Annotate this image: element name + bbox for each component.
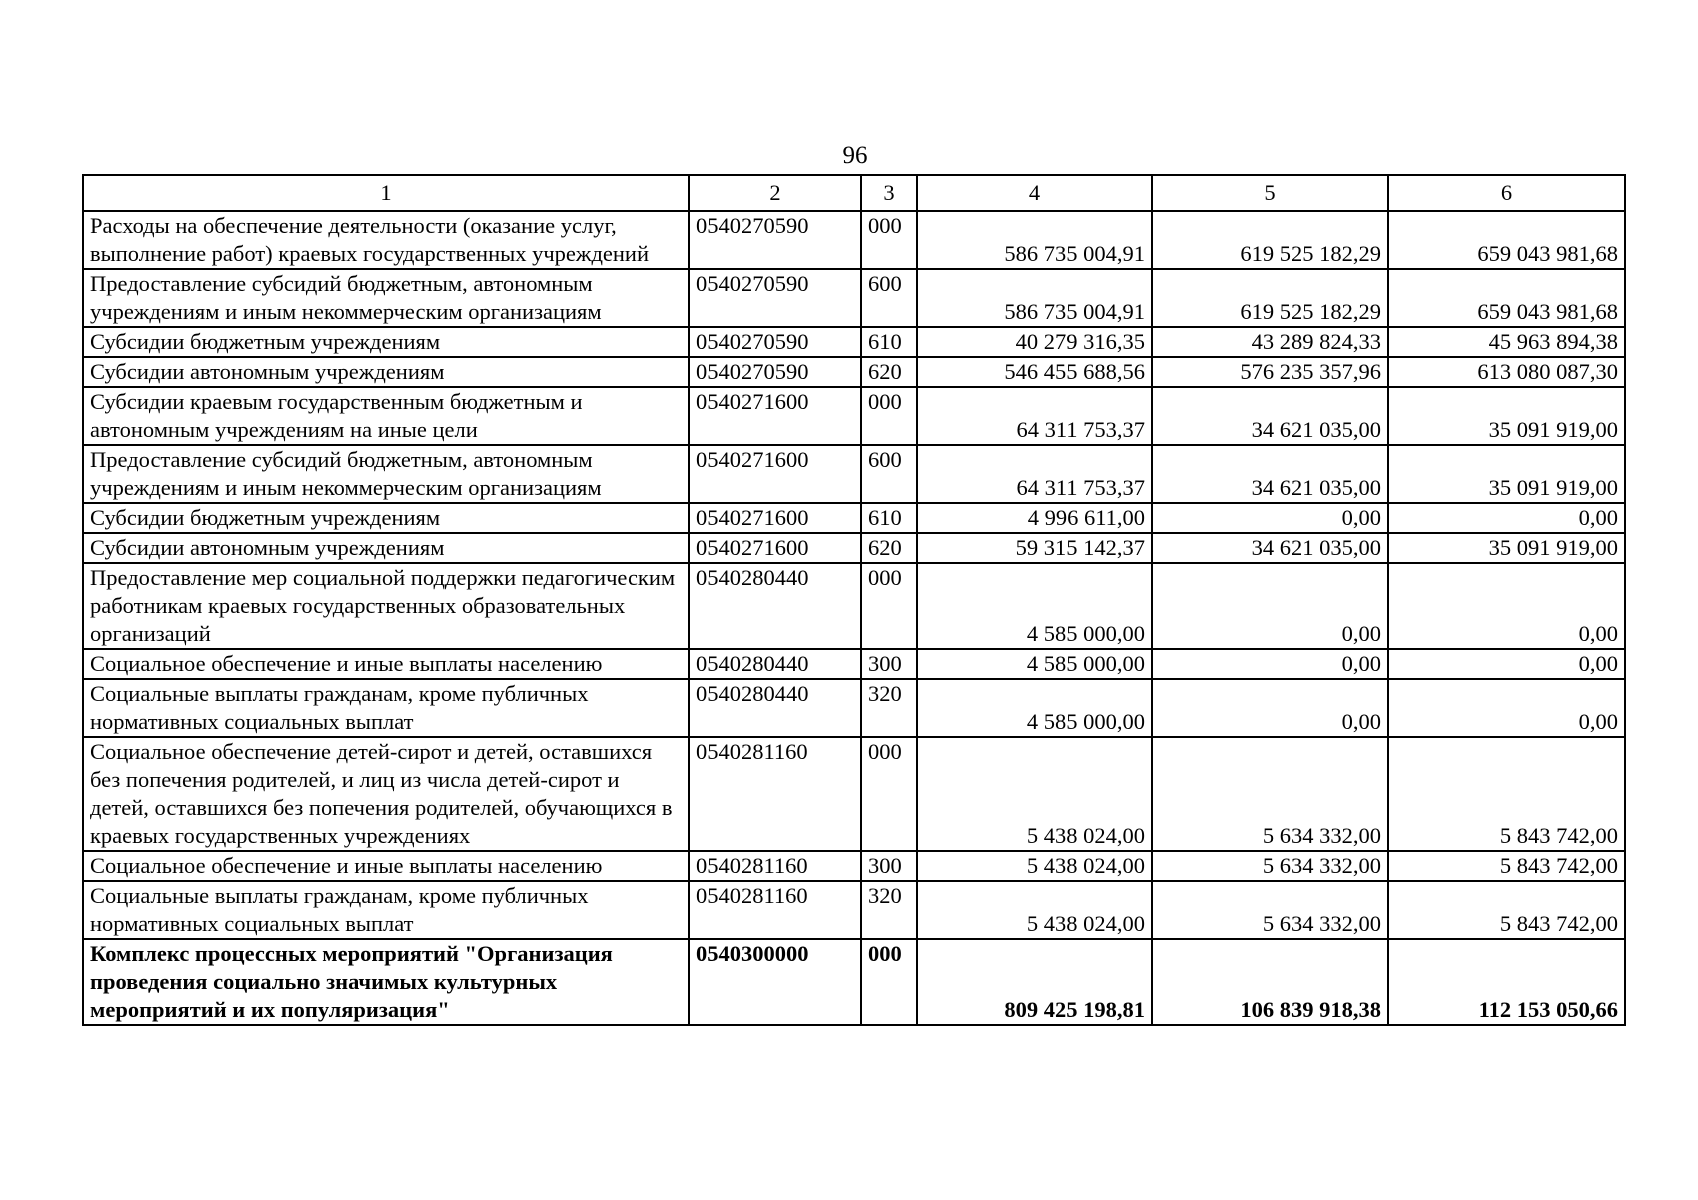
row-value-col5: 43 289 824,33 — [1152, 327, 1388, 357]
row-code: 0540270590 — [689, 269, 861, 327]
row-value-col6: 35 091 919,00 — [1388, 387, 1625, 445]
table-row — [83, 269, 1625, 327]
row-value-col6: 112 153 050,66 — [1388, 939, 1625, 1025]
row-expense-type: 320 — [861, 679, 917, 737]
table-row — [83, 533, 1625, 563]
row-value-col4: 64 311 753,37 — [917, 445, 1152, 503]
row-code: 0540270590 — [689, 211, 861, 269]
table-row — [83, 939, 1625, 1025]
row-value-col4: 4 585 000,00 — [917, 563, 1152, 649]
row-name: Предоставление субсидий бюджетным, автономным учреждениям и иным некоммерческим организациям — [83, 445, 689, 503]
row-expense-type: 000 — [861, 939, 917, 1025]
header-col-2: 2 — [689, 175, 861, 211]
row-value-col4: 4 585 000,00 — [917, 649, 1152, 679]
row-value-col4: 5 438 024,00 — [917, 737, 1152, 851]
row-value-col5: 34 621 035,00 — [1152, 533, 1388, 563]
header-col-6: 6 — [1388, 175, 1625, 211]
header-col-1: 1 — [83, 175, 689, 211]
row-name: Социальное обеспечение детей-сирот и детей, оставшихся без попечения родителей, и лиц из числа детей-сирот и детей, оставшихся без попечения родителей, обучающихся в краевых государственных учреждениях — [83, 737, 689, 851]
row-value-col4: 59 315 142,37 — [917, 533, 1152, 563]
table-row — [83, 851, 1625, 881]
table-row — [83, 357, 1625, 387]
row-code: 0540300000 — [689, 939, 861, 1025]
row-value-col5: 5 634 332,00 — [1152, 851, 1388, 881]
row-name: Предоставление мер социальной поддержки педагогическим работникам краевых государственных образовательных организаций — [83, 563, 689, 649]
row-name: Комплекс процессных мероприятий "Организация проведения социально значимых культурных мероприятий и их популяризация" — [83, 939, 689, 1025]
row-name: Субсидии краевым государственным бюджетным и автономным учреждениям на иные цели — [83, 387, 689, 445]
row-expense-type: 320 — [861, 881, 917, 939]
row-code: 0540270590 — [689, 327, 861, 357]
row-name: Социальное обеспечение и иные выплаты населению — [83, 851, 689, 881]
row-value-col5: 0,00 — [1152, 503, 1388, 533]
table-row — [83, 881, 1625, 939]
row-expense-type: 000 — [861, 211, 917, 269]
row-code: 0540280440 — [689, 679, 861, 737]
row-expense-type: 000 — [861, 563, 917, 649]
row-name: Субсидии автономным учреждениям — [83, 533, 689, 563]
row-expense-type: 620 — [861, 357, 917, 387]
row-expense-type: 300 — [861, 851, 917, 881]
row-value-col6: 35 091 919,00 — [1388, 445, 1625, 503]
table-row — [83, 563, 1625, 649]
header-col-4: 4 — [917, 175, 1152, 211]
row-value-col5: 5 634 332,00 — [1152, 881, 1388, 939]
row-name: Социальное обеспечение и иные выплаты населению — [83, 649, 689, 679]
row-value-col4: 5 438 024,00 — [917, 851, 1152, 881]
row-value-col5: 34 621 035,00 — [1152, 445, 1388, 503]
row-value-col4: 586 735 004,91 — [917, 269, 1152, 327]
page-number: 96 — [842, 142, 868, 169]
row-value-col6: 0,00 — [1388, 563, 1625, 649]
row-expense-type: 610 — [861, 503, 917, 533]
row-value-col6: 5 843 742,00 — [1388, 851, 1625, 881]
row-value-col5: 106 839 918,38 — [1152, 939, 1388, 1025]
row-value-col6: 0,00 — [1388, 679, 1625, 737]
row-code: 0540281160 — [689, 737, 861, 851]
row-value-col4: 64 311 753,37 — [917, 387, 1152, 445]
table-row — [83, 445, 1625, 503]
row-name: Субсидии автономным учреждениям — [83, 357, 689, 387]
row-value-col6: 5 843 742,00 — [1388, 737, 1625, 851]
row-value-col4: 5 438 024,00 — [917, 881, 1152, 939]
row-value-col6: 0,00 — [1388, 649, 1625, 679]
row-expense-type: 610 — [861, 327, 917, 357]
row-value-col4: 586 735 004,91 — [917, 211, 1152, 269]
table-row — [83, 211, 1625, 269]
row-value-col5: 0,00 — [1152, 563, 1388, 649]
row-name: Социальные выплаты гражданам, кроме публичных нормативных социальных выплат — [83, 679, 689, 737]
row-value-col4: 4 996 611,00 — [917, 503, 1152, 533]
header-col-3: 3 — [861, 175, 917, 211]
budget-table — [82, 174, 1626, 1026]
row-code: 0540280440 — [689, 563, 861, 649]
row-code: 0540281160 — [689, 881, 861, 939]
row-value-col5: 0,00 — [1152, 679, 1388, 737]
table-row — [83, 679, 1625, 737]
row-expense-type: 000 — [861, 387, 917, 445]
row-value-col6: 659 043 981,68 — [1388, 269, 1625, 327]
row-value-col6: 613 080 087,30 — [1388, 357, 1625, 387]
row-value-col6: 35 091 919,00 — [1388, 533, 1625, 563]
row-name: Субсидии бюджетным учреждениям — [83, 327, 689, 357]
row-name: Расходы на обеспечение деятельности (оказание услуг, выполнение работ) краевых государственных учреждений — [83, 211, 689, 269]
row-value-col6: 659 043 981,68 — [1388, 211, 1625, 269]
table-header — [83, 175, 1625, 211]
row-value-col4: 809 425 198,81 — [917, 939, 1152, 1025]
row-value-col5: 0,00 — [1152, 649, 1388, 679]
row-value-col5: 619 525 182,29 — [1152, 269, 1388, 327]
row-code: 0540271600 — [689, 503, 861, 533]
row-expense-type: 600 — [861, 269, 917, 327]
table-row — [83, 649, 1625, 679]
row-value-col4: 546 455 688,56 — [917, 357, 1152, 387]
row-code: 0540281160 — [689, 851, 861, 881]
row-value-col5: 5 634 332,00 — [1152, 737, 1388, 851]
row-value-col5: 34 621 035,00 — [1152, 387, 1388, 445]
row-name: Предоставление субсидий бюджетным, автономным учреждениям и иным некоммерческим организациям — [83, 269, 689, 327]
row-expense-type: 620 — [861, 533, 917, 563]
table-row — [83, 737, 1625, 851]
row-code: 0540271600 — [689, 533, 861, 563]
row-value-col4: 4 585 000,00 — [917, 679, 1152, 737]
row-value-col5: 619 525 182,29 — [1152, 211, 1388, 269]
header-col-5: 5 — [1152, 175, 1388, 211]
row-value-col6: 5 843 742,00 — [1388, 881, 1625, 939]
row-value-col6: 45 963 894,38 — [1388, 327, 1625, 357]
row-value-col6: 0,00 — [1388, 503, 1625, 533]
row-value-col5: 576 235 357,96 — [1152, 357, 1388, 387]
table-row — [83, 503, 1625, 533]
header-row — [83, 175, 1625, 211]
row-value-col4: 40 279 316,35 — [917, 327, 1152, 357]
table-row — [83, 387, 1625, 445]
row-name: Социальные выплаты гражданам, кроме публичных нормативных социальных выплат — [83, 881, 689, 939]
row-expense-type: 000 — [861, 737, 917, 851]
row-code: 0540280440 — [689, 649, 861, 679]
row-code: 0540270590 — [689, 357, 861, 387]
row-code: 0540271600 — [689, 387, 861, 445]
row-expense-type: 300 — [861, 649, 917, 679]
row-code: 0540271600 — [689, 445, 861, 503]
row-name: Субсидии бюджетным учреждениям — [83, 503, 689, 533]
row-expense-type: 600 — [861, 445, 917, 503]
table-body — [83, 211, 1625, 1025]
table-row — [83, 327, 1625, 357]
